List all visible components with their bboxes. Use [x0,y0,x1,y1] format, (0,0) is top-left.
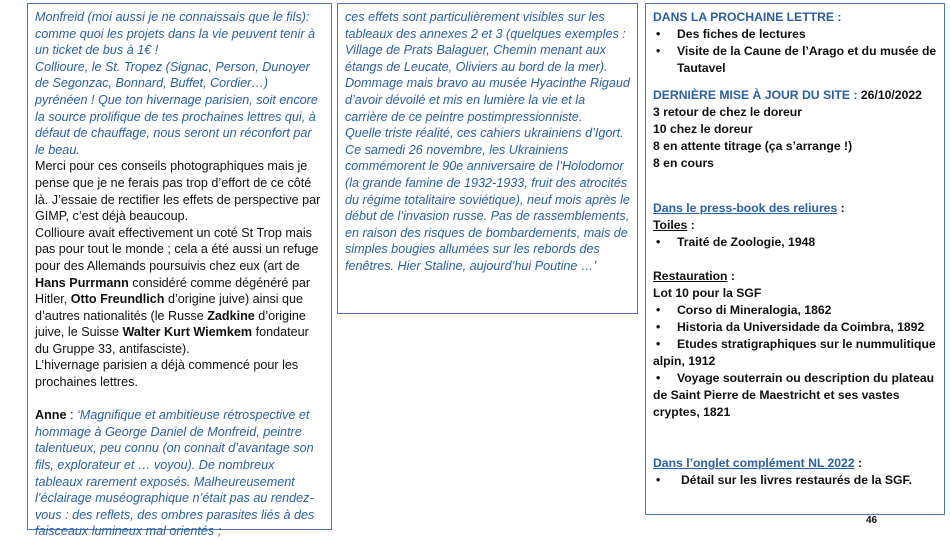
update-line: 8 en attente titrage (ça s’arrange !) [653,139,853,153]
page-number: 46 [866,515,878,526]
spacer [653,77,937,87]
site-update-title: DERNIÈRE MISE À JOUR DU SITE : [653,88,858,102]
anne-comment: Anne : ‘Magnifique et ambitieuse rétrospective et hommage à George Daniel de Monfreid, peintre talentueux, peu connu (on connait d’avantage son fils, explorateur et … voyou). De nombreux tableaux rarement exposés. Malheureusement l’éclairage muséographique n’était pas au rendez-vous : des reflets, des ombres parasites liés à des faisceaux lumineux mal orientés ; [35,408,315,539]
right-column [645,3,945,515]
toiles-list [653,234,937,251]
restauration-heading: Restauration : [653,269,735,283]
press-book-heading: Dans le press-book des reliures : [653,201,845,215]
reader-comment-collioure: Collioure, le St. Tropez (Signac, Person, Dunoyer de Segonzac, Bonnard, Buffet, Cordier…) pyrénéen ! Que ton hivernage parisien, soit encore la source prolifique de tes prochaines lettres qui, à défaut de chauffage, nous seront un réconfort par le beau. [35,59,318,157]
restauration-lot: Lot 10 pour la SGF [653,286,762,300]
name-freundlich: Otto Freundlich [70,292,165,307]
update-line: 8 en cours [653,156,714,170]
press-book-link[interactable]: Dans le press-book des reliures [653,201,838,215]
restauration-item: • Etudes stratigraphiques sur le nummulitique alpin, 1912 [653,336,937,370]
next-letter-item: • Des fiches de lectures [653,26,937,43]
site-update-date: 26/10/2022 [857,88,922,102]
name-purrmann: Hans Purrmann [35,275,129,290]
next-letter-item: • Visite de la Caune de l’Arago et du musée de Tautavel [653,43,937,77]
name-zadkine: Zadkine [207,308,255,323]
next-letter-title: DANS LA PROCHAINE LETTRE : [653,10,842,24]
toiles-heading: Toiles : [653,218,695,232]
site-update [653,87,937,104]
anne-quote-ukraine: Quelle triste réalité, ces cahiers ukrainiens d’Igort. Ce samedi 26 novembre, les Ukrainiens commémorent le 90e anniversaire de l’Holodomor (la grande famine de 1932-1933, fruit des atrocités du régime totalitaire soviétique), neuf mois après le début de l’invasion russe. Pas de rassemblements, en raison des risques de bombardements, mais de simples bougies allumées sur les rebords des fenêtres. Hier Staline, aujourd’hui Poutine …’ [345,126,630,273]
anne-name: Anne [35,408,67,423]
name-wiemkem: Walter Kurt Wiemkem [122,325,253,340]
reply-hivernage: L’hivernage parisien a déjà commencé pour les prochaines lettres. [35,358,299,390]
reply-collioure: Collioure avait effectivement un coté St Trop mais pas pour tout le monde ; cela a été aussi un refuge pour des Allemands poursuivis chez eux (art de Hans Purrmann considéré comme dégénéré par Hitler, Otto Freundlich d’origine juive) ainsi que d’autres nationalités (le Russe Zadkine d’origine juive, le Suisse Walter Kurt Wiemkem fondateur du Gruppe 33, antifasciste). [35,225,319,356]
reply-photo: Merci pour ces conseils photographiques mais je pense que je ne ferais pas trop d’effort de ce côté là. J’essaie de rectifier les effets de perspective par GIMP, c’est déjà beaucoup. [35,159,321,224]
restauration-item: • Voyage souterrain ou description du plateau de Saint Pierre de Maestricht et ses vastes cryptes, 1821 [653,370,937,421]
anne-quote: ‘Magnifique et ambitieuse rétrospective et hommage à George Daniel de Monfreid, peintre talentueux, peu connu (on connait d’avantage son fils, explorateur et … voyou). De nombreux tableaux rarement exposés. Malheureusement l’éclairage muséographique n’était pas au rendez-vous : des reflets, des ombres parasites liés à des faisceaux lumineux mal orientés ; [35,408,315,539]
complement-list [653,472,937,489]
restauration-list [653,302,937,421]
middle-column [337,3,638,314]
complement-item: • Détail sur les livres restaurés de la SGF. [653,472,937,489]
complement-heading: Dans l’onglet complément NL 2022 : [653,456,863,470]
restauration-item: • Historia da Universidade da Coimbra, 1892 [653,319,937,336]
complement-link[interactable]: Dans l’onglet complément NL 2022 [653,456,855,470]
spacer [653,251,937,268]
toiles-item: • Traité de Zoologie, 1948 [653,234,937,251]
left-column [27,3,332,539]
spacer [653,421,937,455]
update-line: 10 chez le doreur [653,122,753,136]
spacer [653,172,937,200]
update-line: 3 retour de chez le doreur [653,105,802,119]
restauration-item: • Corso di Mineralogia, 1862 [653,302,937,319]
next-letter-list [653,26,937,77]
spacer [35,391,324,408]
anne-quote-continued: ces effets sont particulièrement visibles sur les tableaux des annexes 2 et 3 (quelques exemples : Village de Prats Balaguer, Chemin menant aux étangs de Leucate, Oliviers au bord de la mer). Dommage mais bravo au musée Hyacinthe Rigaud d’avoir dévoilé et mis en lumière la vie et la carrière de ce peintre postimpressionniste. [345,10,630,124]
reader-comment-monfreid: Monfreid (moi aussi je ne connaissais que le fils): comme quoi les projets dans la vie peuvent tenir à un ticket de bus à 1€ ! [35,10,316,58]
